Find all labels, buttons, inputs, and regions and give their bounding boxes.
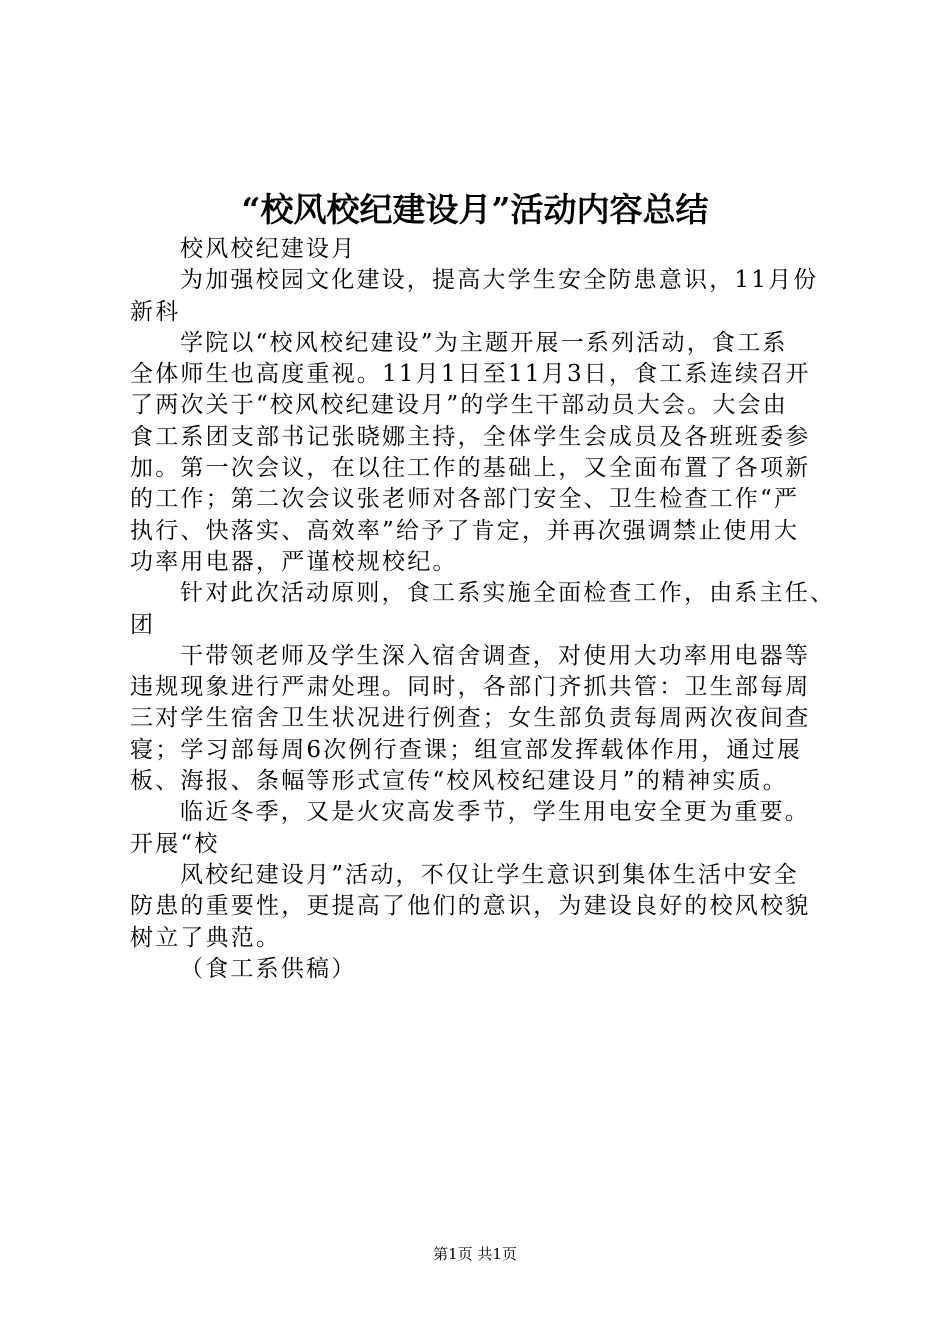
body-line: 干带领老师及学生深入宿舍调查，对使用大功率用电器等 bbox=[180, 642, 810, 669]
body-line: 树立了典范。 bbox=[130, 924, 282, 951]
body-line: 防患的重要性，更提高了他们的意识，为建设良好的校风校貌 bbox=[130, 893, 811, 920]
body-line: （食工系供稿） bbox=[180, 955, 357, 982]
body-line: 全体师生也高度重视。11月1日至11月3日，食工系连续召开 bbox=[130, 361, 811, 388]
body-line: 违规现象进行严肃处理。同时，各部门齐抓共管：卫生部每周 bbox=[130, 674, 811, 701]
body-line: 食工系团支部书记张晓娜主持，全体学生会成员及各班班委参 bbox=[130, 423, 811, 450]
body-line: 新科 bbox=[130, 298, 181, 325]
body-line: 开展“校 bbox=[130, 830, 220, 857]
body-line: 的工作；第二次会议张老师对各部门安全、卫生检查工作“严 bbox=[130, 486, 800, 513]
page-footer: 第1页 共1页 bbox=[433, 1245, 517, 1263]
body-line: 三对学生宿舍卫生状况进行例查；女生部负责每周两次夜间查 bbox=[130, 705, 811, 732]
body-line: 团 bbox=[130, 611, 156, 638]
document-body bbox=[130, 234, 850, 985]
body-line: 加。第一次会议，在以往工作的基础上，又全面布置了各项新 bbox=[130, 455, 811, 482]
body-line: 校风校纪建设月 bbox=[180, 236, 357, 262]
body-line: 功率用电器，严谨校规校纪。 bbox=[130, 548, 458, 575]
body-line: 针对此次活动原则，食工系实施全面检查工作，由系主任、 bbox=[180, 580, 836, 607]
body-line: 板、海报、条幅等形式宣传“校风校纪建设月”的精神实质。 bbox=[130, 768, 788, 795]
body-line: 临近冬季，又是火灾高发季节，学生用电安全更为重要。 bbox=[180, 799, 810, 826]
body-line: 了两次关于“校风校纪建设月”的学生干部动员大会。大会由 bbox=[130, 392, 788, 419]
body-line: 风校纪建设月”活动，不仅让学生意识到集体生活中安全 bbox=[180, 861, 799, 888]
body-line: 学院以“校风校纪建设”为主题开展一系列活动，食工系 bbox=[180, 329, 788, 356]
body-line: 执行、快落实、高效率”给予了肯定，并再次强调禁止使用大 bbox=[130, 517, 800, 544]
body-line: 为加强校园文化建设，提高大学生安全防患意识，11月份 bbox=[180, 267, 819, 294]
page-title: “校风校纪建设月”活动内容总结 bbox=[241, 190, 709, 229]
body-line: 寝；学习部每周6次例行查课；组宣部发挥载体作用，通过展 bbox=[130, 736, 803, 763]
